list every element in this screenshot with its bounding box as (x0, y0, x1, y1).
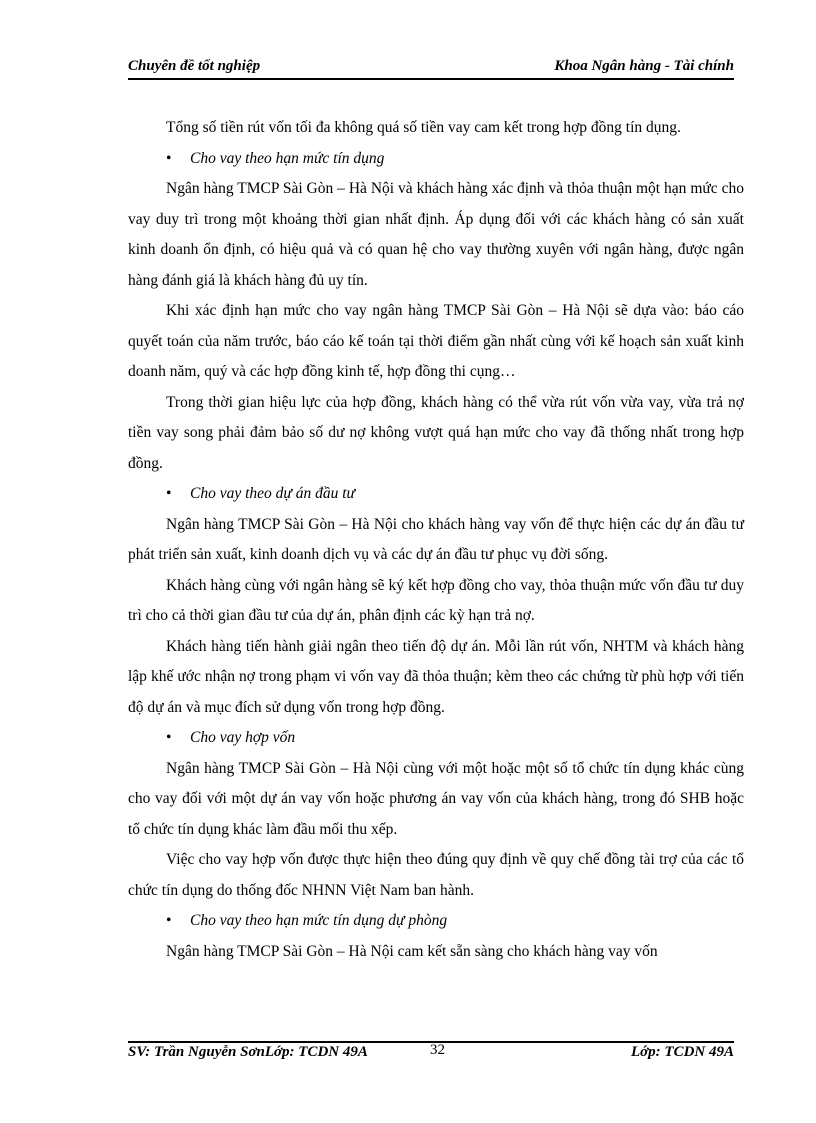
bullet-heading-text: Cho vay theo dự án đầu tư (190, 485, 355, 502)
paragraph: Khách hàng cùng với ngân hàng sẽ ký kết hợp đồng cho vay, thỏa thuận mức vốn đầu tư duy trì cho cả thời gian đầu tư của dự án, phân định các kỳ hạn trả nợ. (128, 576, 744, 624)
header-left-title: Chuyên đề tốt nghiệp (128, 58, 261, 74)
paragraph: Ngân hàng TMCP Sài Gòn – Hà Nội cùng với một hoặc một số tổ chức tín dụng khác cùng cho vay đối với một dự án vay vốn hoặc phương án vay vốn của khách hàng, trong đó SHB hoặc tổ chức tín dụng khác làm đầu mối thu xếp. (128, 759, 744, 838)
footer-student-info: SV: Trần Nguyễn SơnLớp: TCDN 49A (128, 1044, 368, 1060)
bullet-heading (128, 723, 744, 754)
bullet-heading-text: Cho vay theo hạn mức tín dụng dự phòng (190, 912, 448, 929)
paragraph: Ngân hàng TMCP Sài Gòn – Hà Nội cho khách hàng vay vốn để thực hiện các dự án đầu tư phát triển sản xuất, kinh doanh dịch vụ và các dự án đầu tư phục vụ đời sống. (128, 515, 744, 563)
bullet-icon: • (166, 912, 172, 929)
bullet-heading-text: Cho vay hợp vốn (190, 729, 296, 746)
paragraph: Ngân hàng TMCP Sài Gòn – Hà Nội và khách hàng xác định và thỏa thuận một hạn mức cho vay duy trì trong một khoảng thời gian nhất định. Áp dụng đối với các khách hàng có sản xuất kinh doanh ổn định, có hiệu quả và có quan hệ cho vay thường xuyên với ngân hàng, được ngân hàng đánh giá là khách hàng đủ uy tín. (128, 180, 744, 289)
bullet-heading (128, 144, 744, 175)
paragraph: Ngân hàng TMCP Sài Gòn – Hà Nội cam kết sẵn sàng cho khách hàng vay vốn (166, 942, 658, 960)
header-right-title: Khoa Ngân hàng - Tài chính (554, 58, 734, 74)
page-number: 32 (430, 1042, 445, 1058)
header-rule (128, 78, 734, 80)
bullet-icon: • (166, 729, 172, 746)
bullet-icon: • (166, 149, 172, 167)
paragraph: Trong thời gian hiệu lực của hợp đồng, khách hàng có thể vừa rút vốn vừa vay, vừa trả nợ tiền vay song phải đảm bảo số dư nợ không vượt quá hạn mức cho vay đã thống nhất trong hợp đồng. (128, 393, 744, 472)
footer-class-info: Lớp: TCDN 49A (630, 1044, 734, 1060)
bullet-heading (128, 479, 744, 510)
page-footer (128, 1044, 734, 1068)
paragraph: Khách hàng tiến hành giải ngân theo tiến độ dự án. Mỗi lần rút vốn, NHTM và khách hàng lập khế ước nhận nợ trong phạm vi vốn vay đã thỏa thuận; kèm theo các chứng từ phù hợp với tiến độ dự án và mục đích sử dụng vốn trong hợp đồng. (128, 637, 744, 716)
paragraph: Việc cho vay hợp vốn được thực hiện theo đúng quy định về quy chế đồng tài trợ của các tổ chức tín dụng do thống đốc NHNN Việt Nam ban hành. (128, 851, 744, 899)
paragraph: Khi xác định hạn mức cho vay ngân hàng TMCP Sài Gòn – Hà Nội sẽ dựa vào: báo cáo quyết toán của năm trước, báo cáo kế toán tại thời điểm gần nhất cùng với kế hoạch sản xuất kinh doanh năm, quý và các hợp đồng kinh tế, hợp đồng thi cụng… (128, 302, 744, 380)
bullet-icon: • (166, 485, 172, 502)
bullet-heading (128, 906, 744, 937)
document-body (128, 113, 744, 967)
paragraph: Tổng số tiền rút vốn tối đa không quá số tiền vay cam kết trong hợp đồng tín dụng. (166, 119, 681, 136)
bullet-heading-text: Cho vay theo hạn mức tín dụng (190, 149, 385, 167)
